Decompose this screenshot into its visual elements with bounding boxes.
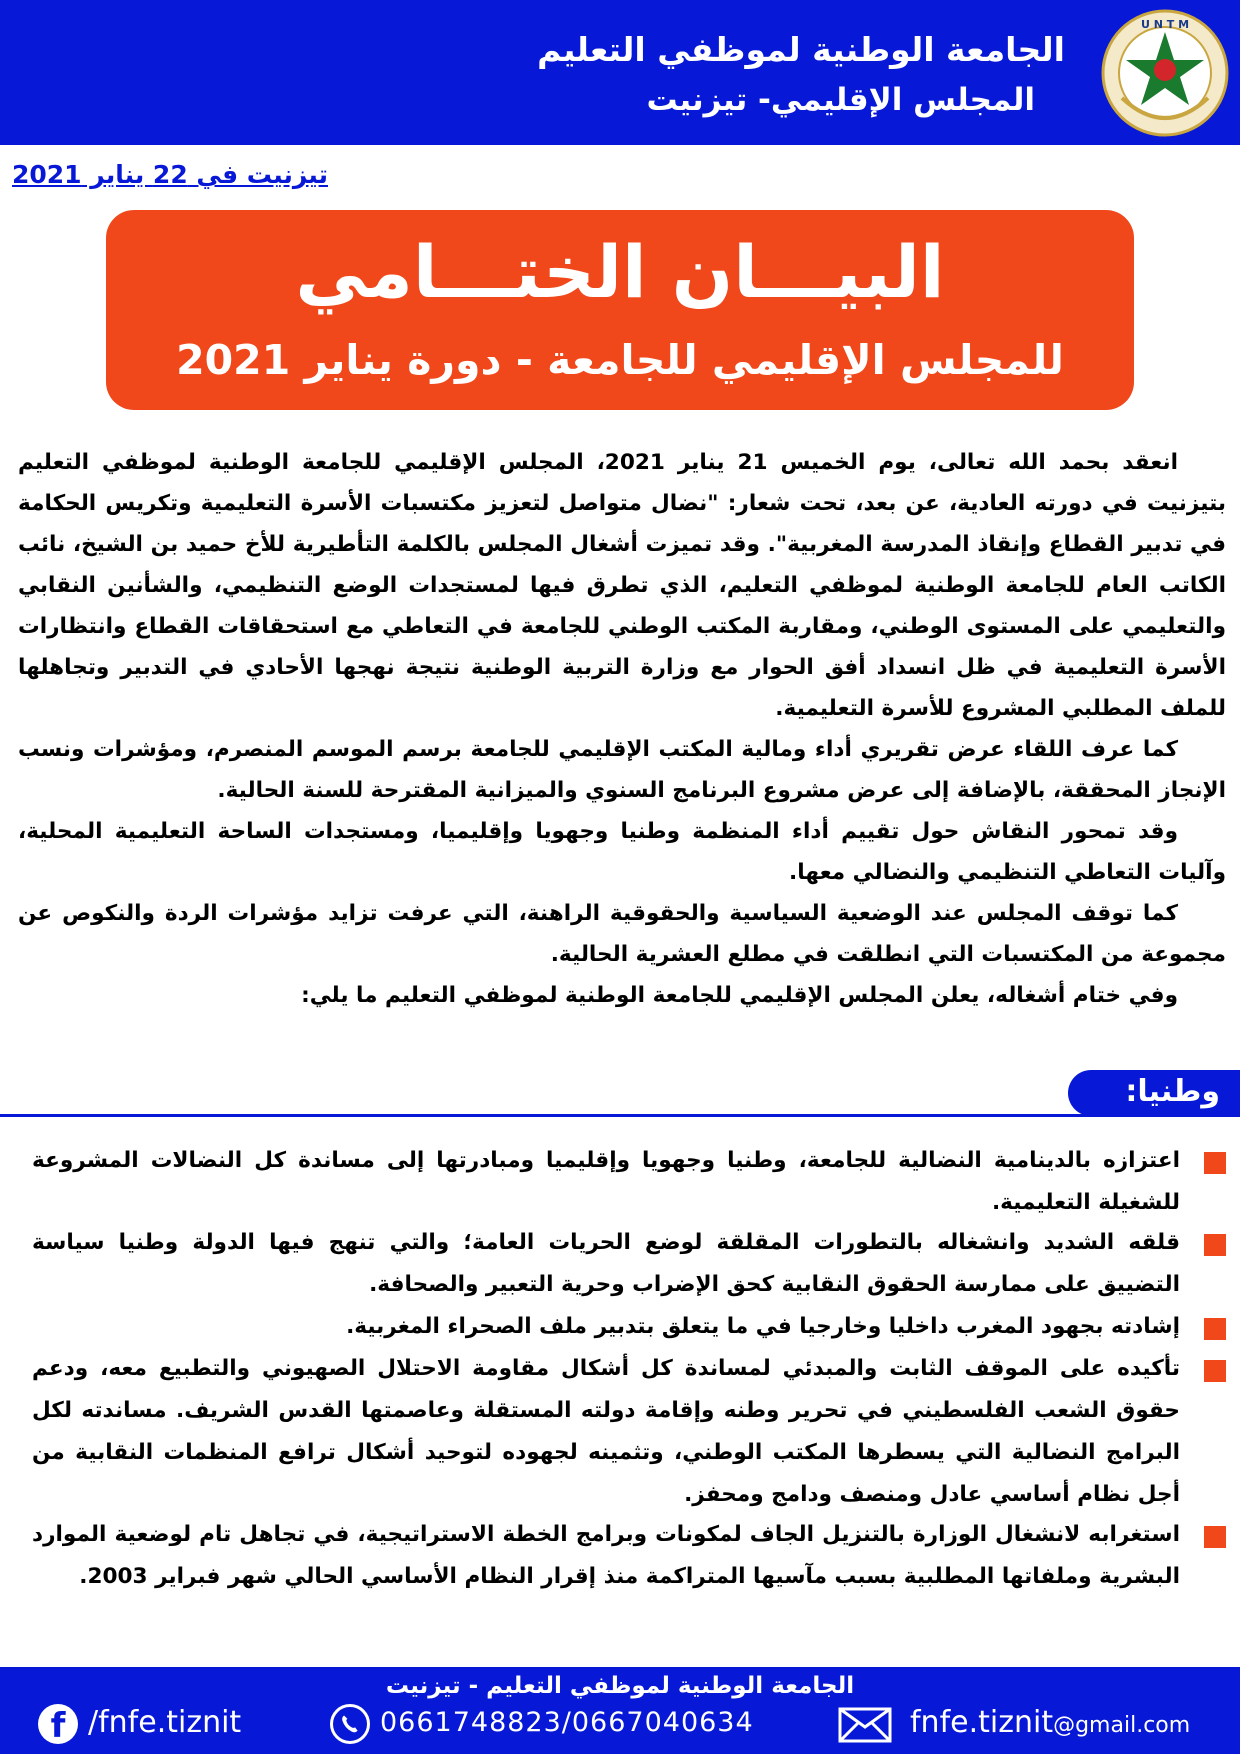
bullet-square-icon [1204,1360,1226,1382]
list-item [32,1348,1226,1516]
logo-lettering: U N T M [1140,18,1190,31]
footer-band [0,1667,1240,1754]
list-item [32,1140,1226,1224]
paragraph-declaration: وفي ختام أشغاله، يعلن المجلس الإقليمي للجامعة الوطنية لموظفي التعليم ما يلي: [301,983,1178,1008]
council-subtitle: المجلس الإقليمي- تيزنيت [646,82,1035,118]
paragraph-political: كما توقف المجلس عند الوضعية السياسية والحقوقية الراهنة، التي عرفت تزايد مؤشرات الردة والنكوص عن مجموعة من المكتسبات التي انطلقت في مطلع العشرية الحالية. [18,901,1226,967]
bullet-square-icon [1204,1152,1226,1174]
phone-icon [330,1704,370,1744]
bullet-square-icon [1204,1234,1226,1256]
list-item [32,1222,1226,1306]
mail-icon [838,1707,892,1743]
email-domain: @gmail.com [1053,1713,1191,1738]
title-banner [106,210,1134,410]
header-band [0,0,1240,145]
bullet-square-icon [1204,1318,1226,1340]
facebook-icon[interactable]: f [38,1704,78,1744]
facebook-link[interactable]: /fnfe.tiznit [88,1705,242,1740]
bullet-square-icon [1204,1526,1226,1548]
phone-numbers[interactable]: 0661748823/0667040634 [380,1707,754,1738]
email-user: fnfe.tiznit [910,1705,1054,1740]
statement-body [18,442,1226,1016]
paragraph-intro: انعقد بحمد الله تعالى، يوم الخميس 21 يناير 2021، المجلس الإقليمي للجامعة الوطنية لموظفي التعليم بتيزنيت في دورته العادية، عن بعد، تحت شعار: "نضال متواصل لتعزيز مكتسبات الأسرة التعليمية وتكريس الحكامة في تدبير القطاع وإنقاذ المدرسة المغربية". وقد تميزت أشغال المجلس بالكلمة التأطيرية للأخ حميد بن الشيخ، نائب الكاتب العام للجامعة الوطنية لموظفي التعليم، الذي تطرق فيها لمستجدات الوضع التنظيمي، والشأنين النقابي والتعليمي على المستوى الوطني، ومقاربة المكتب الوطني للجامعة في التعاطي مع استحقاقات القطاع وانتظارات الأسرة التعليمية في ظل انسداد أفق الحوار مع وزارة التربية الوطنية نتيجة نهجها الأحادي في التدبير وتجاهلها للملف المطلبي المشروع للأسرة التعليمية. [18,450,1226,721]
paragraph-discussion: وقد تمحور النقاش حول تقييم أداء المنظمة وطنيا وجهويا وإقليميا، ومستجدات الساحة التعليمية المحلية، وآليات التعاطي التنظيمي والنضالي معها. [18,819,1226,885]
section-heading-bar [1068,1070,1240,1116]
list-item-text: تأكيده على الموقف الثابت والمبدئي لمساندة كل أشكال مقاومة الاحتلال الصهيوني والتطبيع معه، ودعم حقوق الشعب الفلسطيني في تحرير وطنه وإقامة دولته المستقلة وعاصمتها القدس الشريف. مساندته لكل البرامج النضالية التي يسطرها المكتب الوطني، وتثمينه لجهوده لتوحيد أشكال ترافع المنظمات النقابية من أجل نظام أساسي عادل ومنصف ودامج ومحفز. [32,1356,1180,1507]
document-title: البيـــان الختـــامي [295,230,945,314]
list-item-text: استغرابه لانشغال الوزارة بالتنزيل الجاف لمكونات وبرامج الخطة الاستراتيجية، في تجاهل تام لوضعية الموارد البشرية وملفاتها المطلبية بسبب مآسيها المتراكمة منذ إقرار النظام الأساسي الحالي شهر فبراير 2003. [32,1522,1180,1589]
paragraph-reports: كما عرف اللقاء عرض تقريري أداء ومالية المكتب الإقليمي للجامعة برسم الموسم المنصرم، ومؤشرات ونسب الإنجاز المحققة، بالإضافة إلى عرض مشروع البرنامج السنوي والميزانية المقترحة للسنة الحالية. [18,737,1226,803]
date-line: تيزنيت في 22 يناير 2021 [12,160,328,189]
list-item-text: قلقه الشديد وانشغاله بالتطورات المقلقة لوضع الحريات العامة؛ والتي تنهج فيها الدولة وطنيا سياسة التضييق على ممارسة الحقوق النقابية كحق الإضراب وحرية التعبير والصحافة. [32,1230,1180,1297]
email-link[interactable] [910,1705,1190,1740]
section-divider [0,1114,1240,1117]
list-item-text: إشادته بجهود المغرب داخليا وخارجيا في ما يتعلق بتدبير ملف الصحراء المغربية. [346,1314,1180,1339]
footer-title: الجامعة الوطنية لموظفي التعليم - تيزنيت [385,1673,855,1699]
list-item-text: اعتزازه بالدينامية النضالية للجامعة، وطنيا وجهويا وإقليميا ومبادرتها إلى مساندة كل النضالات المشروعة للشغيلة التعليمية. [32,1148,1180,1215]
org-title: الجامعة الوطنية لموظفي التعليم [537,30,1065,69]
list-item [32,1514,1226,1598]
document-subtitle: للمجلس الإقليمي للجامعة - دورة يناير 2021 [176,336,1064,384]
section-heading-national: وطنيا: [1125,1074,1220,1109]
union-logo [1100,8,1230,138]
list-item [32,1306,1226,1348]
